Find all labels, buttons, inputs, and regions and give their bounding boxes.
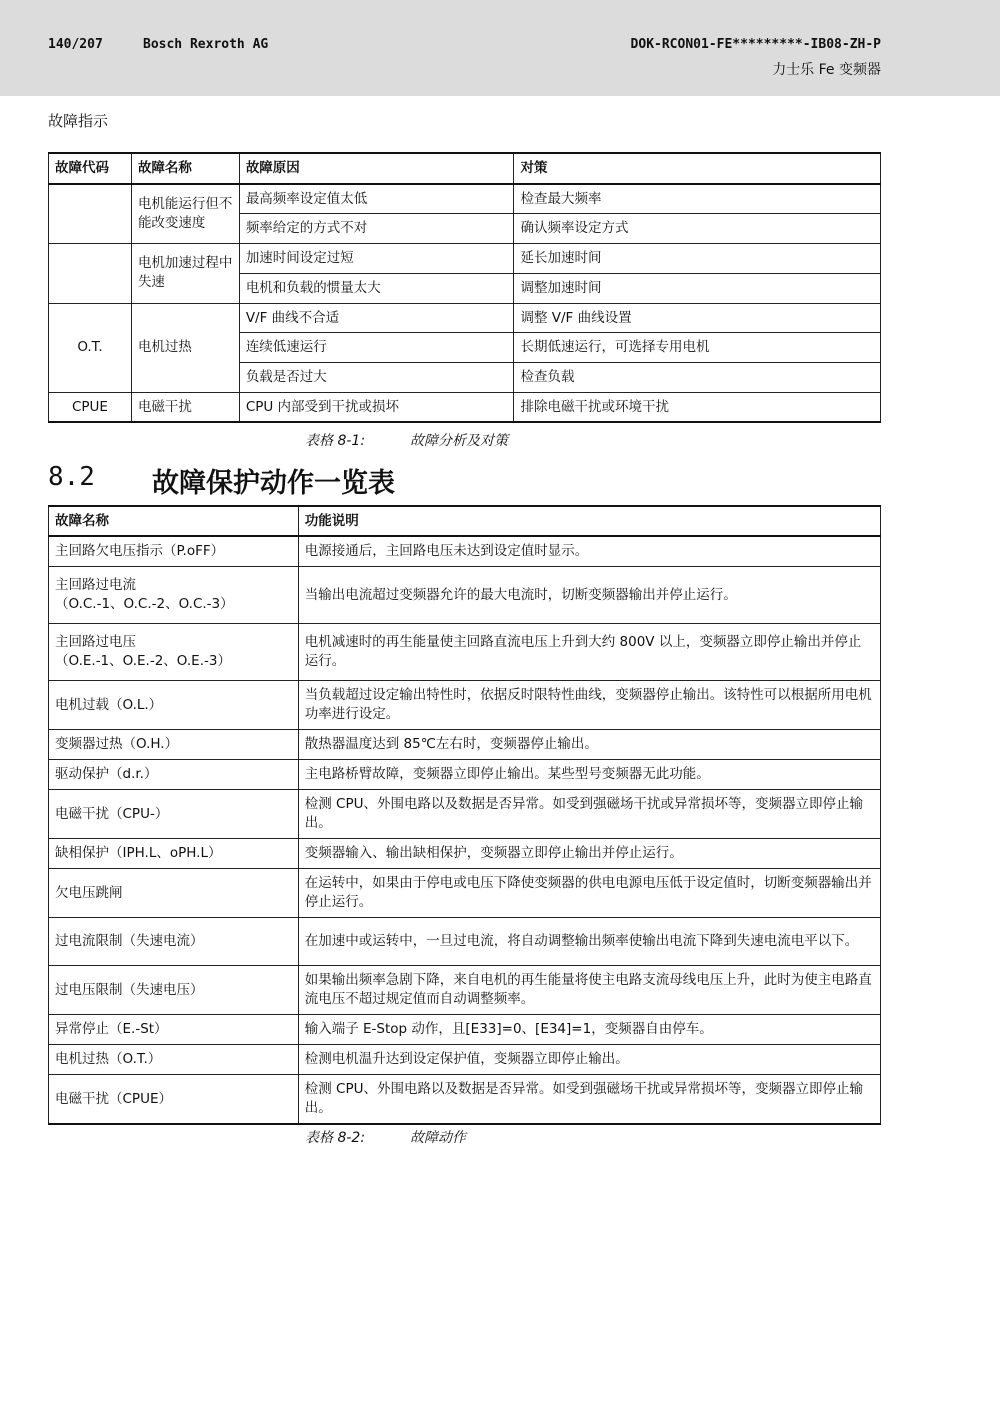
fault-action-cell: 长期低速运行，可选择专用电机 [514,333,881,363]
fault-description-cell: 检测电机温升达到设定保护值，变频器立即停止输出。 [298,1045,880,1075]
fault-description-cell: 散热器温度达到 85℃左右时，变频器停止输出。 [298,730,880,760]
fault-name-cell: 欠电压跳闸 [49,869,299,918]
fault-name-cell: 电磁干扰（CPUE） [49,1075,299,1125]
fault-name-cell: 电机过热 [131,303,239,392]
column-header: 故障代码 [49,153,132,184]
fault-cause-cell: 最高频率设定值太低 [239,184,514,214]
fault-code-cell: CPUE [49,393,132,423]
fault-description-cell: 当输出电流超过变频器允许的最大电流时，切断变频器输出并停止运行。 [298,567,880,624]
product-name: 力士乐 Fe 变频器 [772,62,881,78]
column-header: 功能说明 [298,506,880,536]
fault-code-cell [49,244,132,304]
fault-action-cell: 延长加速时间 [514,244,881,274]
fault-code-cell [49,184,132,244]
fault-description-cell: 电机减速时的再生能量使主回路直流电压上升到大约 800V 以上，变频器立即停止输出并停止运行。 [298,624,880,681]
fault-description-cell: 主电路桥臂故障，变频器立即停止输出。某些型号变频器无此功能。 [298,760,880,790]
fault-description-cell: 在运转中，如果由于停电或电压下降使变频器的供电电源电压低于设定值时，切断变频器输出并停止运行。 [298,869,880,918]
page-number: 140/207 [48,37,103,52]
fault-analysis-table [48,152,881,423]
fault-name-cell: 电机过热（O.T.） [49,1045,299,1075]
table-row [49,730,881,760]
table-row [49,1075,881,1125]
fault-name-cell: 驱动保护（d.r.） [49,760,299,790]
table-row [49,1015,881,1045]
table-row [49,681,881,730]
fault-description-cell: 电源接通后，主回路电压未达到设定值时显示。 [298,536,880,567]
fault-code-cell: O.T. [49,303,132,392]
section-number: 8.2 [48,462,95,492]
column-header: 故障原因 [239,153,514,184]
fault-name-cell: 过电压限制（失速电压） [49,966,299,1015]
column-header: 故障名称 [49,506,299,536]
fault-action-cell: 调整加速时间 [514,273,881,303]
table2-caption-text: 故障动作 [410,1130,466,1146]
table2-caption-number: 表格 8-2: [305,1130,366,1146]
fault-action-cell: 检查最大频率 [514,184,881,214]
section-title: 故障保护动作一览表 [152,468,395,499]
fault-action-cell: 排除电磁干扰或环境干扰 [514,393,881,423]
fault-name-cell: 电机加速过程中失速 [131,244,239,304]
table-row [49,966,881,1015]
fault-cause-cell: 负载是否过大 [239,363,514,393]
fault-protection-table [48,505,881,1125]
fault-action-cell: 调整 V/F 曲线设置 [514,303,881,333]
table-row [49,839,881,869]
fault-name-cell: 主回路过电流 （O.C.-1、O.C.-2、O.C.-3） [49,567,299,624]
table-row [49,184,881,214]
fault-name-cell: 主回路过电压 （O.E.-1、O.E.-2、O.E.-3） [49,624,299,681]
company-name: Bosch Rexroth AG [143,37,269,52]
column-header: 对策 [514,153,881,184]
fault-action-cell: 检查负载 [514,363,881,393]
table-row [49,869,881,918]
table-row [49,536,881,567]
fault-description-cell: 变频器输入、输出缺相保护，变频器立即停止输出并停止运行。 [298,839,880,869]
fault-cause-cell: 加速时间设定过短 [239,244,514,274]
fault-name-cell: 变频器过热（O.H.） [49,730,299,760]
fault-cause-cell: 频率给定的方式不对 [239,214,514,244]
fault-action-cell: 确认频率设定方式 [514,214,881,244]
fault-description-cell: 在加速中或运转中，一旦过电流，将自动调整输出频率使输出电流下降到失速电流电平以下。 [298,918,880,966]
table-row [49,624,881,681]
fault-cause-cell: V/F 曲线不合适 [239,303,514,333]
fault-cause-cell: 电机和负载的惯量太大 [239,273,514,303]
table-row [49,244,881,274]
table-row [49,393,881,423]
fault-name-cell: 电机能运行但不能改变速度 [131,184,239,244]
table-row [49,567,881,624]
table-row [49,790,881,839]
fault-name-cell: 电磁干扰（CPU-） [49,790,299,839]
table-row [49,303,881,333]
fault-name-cell: 主回路欠电压指示（P.oFF） [49,536,299,567]
fault-description-cell: 如果输出频率急剧下降，来自电机的再生能量将使主电路支流母线电压上升，此时为使主电路直流电压不超过规定值而自动调整频率。 [298,966,880,1015]
fault-name-cell: 缺相保护（IPH.L、oPH.L） [49,839,299,869]
fault-description-cell: 输入端子 E-Stop 动作，且[E33]=0、[E34]=1，变频器自由停车。 [298,1015,880,1045]
fault-name-cell: 过电流限制（失速电流） [49,918,299,966]
fault-name-cell: 电磁干扰 [131,393,239,423]
fault-name-cell: 异常停止（E.-St） [49,1015,299,1045]
table1-caption-text: 故障分析及对策 [410,433,508,449]
fault-cause-cell: CPU 内部受到干扰或损坏 [239,393,514,423]
column-header: 故障名称 [131,153,239,184]
fault-cause-cell: 连续低速运行 [239,333,514,363]
document-id: DOK-RCON01-FE*********-IB08-ZH-P [630,37,881,52]
table-row [49,918,881,966]
table-row [49,1045,881,1075]
table1-caption-number: 表格 8-1: [305,433,366,449]
fault-description-cell: 当负载超过设定输出特性时，依据反时限特性曲线，变频器停止输出。该特性可以根据所用电机功率进行设定。 [298,681,880,730]
fault-description-cell: 检测 CPU、外围电路以及数据是否异常。如受到强磁场干扰或异常损坏等，变频器立即停止输出。 [298,1075,880,1125]
fault-name-cell: 电机过载（O.L.） [49,681,299,730]
table-row [49,760,881,790]
section-label: 故障指示 [48,112,109,130]
fault-description-cell: 检测 CPU、外围电路以及数据是否异常。如受到强磁场干扰或异常损坏等，变频器立即停止输出。 [298,790,880,839]
